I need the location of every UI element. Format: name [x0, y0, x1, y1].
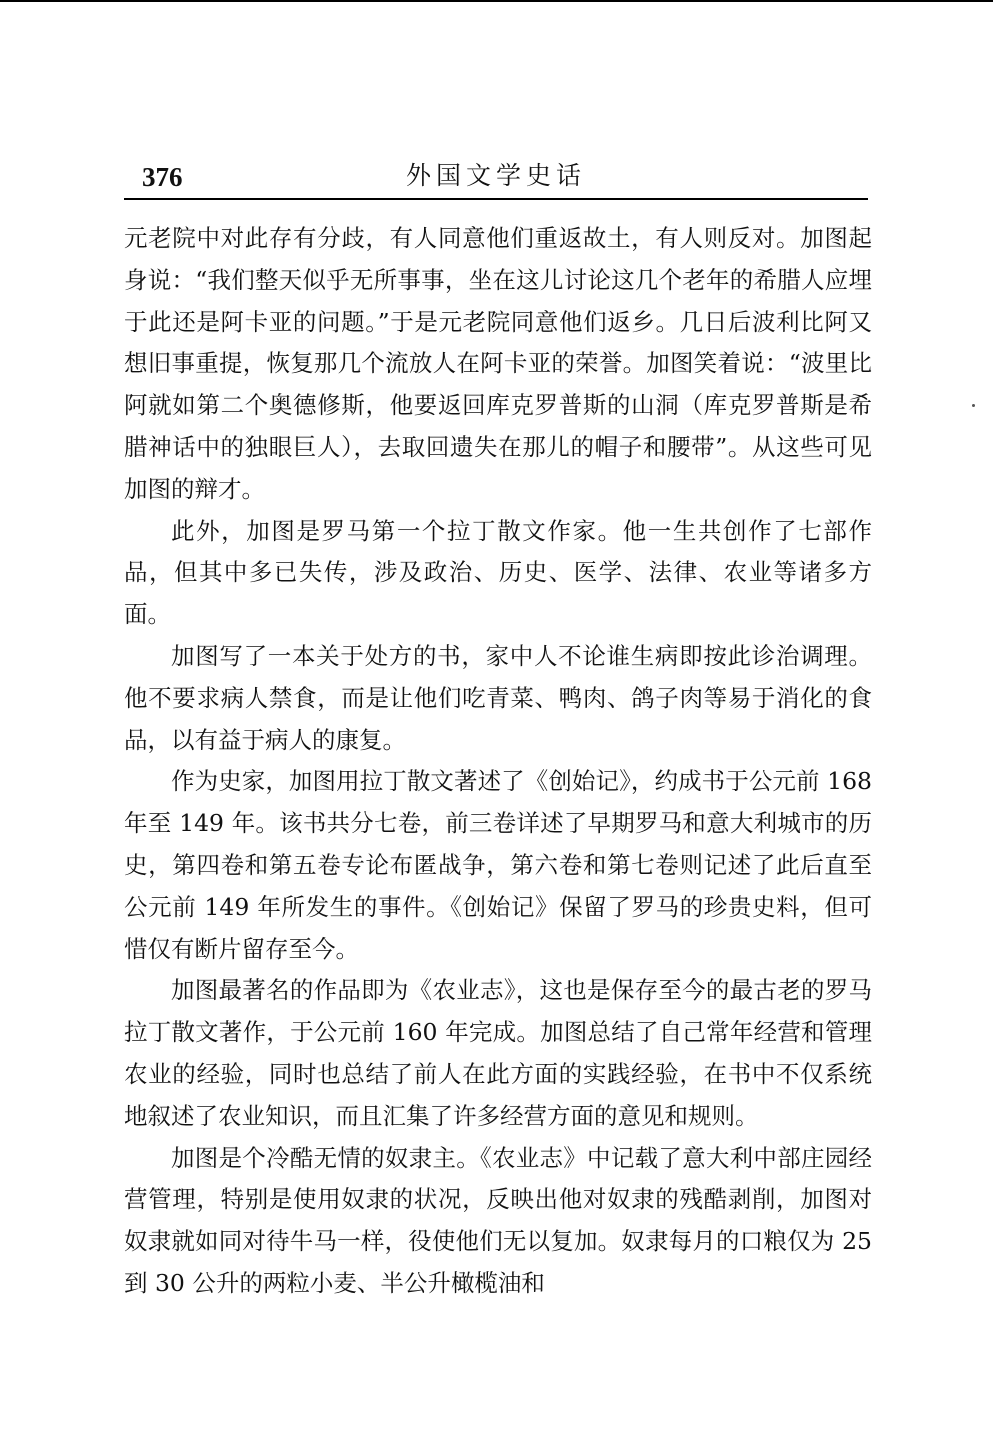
scan-border-line [0, 0, 993, 2]
page-number: 376 [142, 162, 183, 192]
page-header [124, 150, 868, 206]
paragraph: 作为史家，加图用拉丁散文著述了《创始记》，约成书于公元前 168 年至 149 年。该书共分七卷，前三卷详述了早期罗马和意大利城市的历史，第四卷和第五卷专论布匿战争，第六卷和第七卷则记述了此后直至公元前 149 年所发生的事件。《创始记》保留了罗马的珍贵史料，但可惜仅有断片留存至今。 [124, 767, 872, 963]
scan-speck [972, 404, 975, 407]
body-text [124, 218, 872, 1305]
paragraph: 加图最著名的作品即为《农业志》，这也是保存至今的最古老的罗马拉丁散文著作，于公元前 160 年完成。加图总结了自己常年经营和管理农业的经验，同时也总结了前人在此方面的实践经验，在书中不仅系统地叙述了农业知识，而且汇集了许多经营方面的意见和规则。 [124, 976, 872, 1130]
paragraph-continued: 元老院中对此存有分歧，有人同意他们重返故土，有人则反对。加图起身说：“我们整天似乎无所事事，坐在这儿讨论这几个老年的希腊人应埋于此还是阿卡亚的问题。”于是元老院同意他们返乡。几日后波利比阿又想旧事重提，恢复那几个流放人在阿卡亚的荣誉。加图笑着说：“波里比阿就如第二个奥德修斯，他要返回库克罗普斯的山洞（库克罗普斯是希腊神话中的独眼巨人），去取回遗失在那儿的帽子和腰带”。从这些可见加图的辩才。 [124, 224, 872, 503]
paragraph: 加图写了一本关于处方的书，家中人不论谁生病即按此诊治调理。他不要求病人禁食，而是让他们吃青菜、鸭肉、鸽子肉等易于消化的食品，以有益于病人的康复。 [124, 641, 872, 754]
paragraph: 此外，加图是罗马第一个拉丁散文作家。他一生共创作了七部作品，但其中多已失传，涉及政治、历史、医学、法律、农业等诸多方面。 [124, 516, 872, 629]
paragraph: 加图是个冷酷无情的奴隶主。《农业志》中记载了意大利中部庄园经营管理，特别是使用奴隶的状况，反映出他对奴隶的残酷剥削，加图对奴隶就如同对待牛马一样，役使他们无以复加。奴隶每月的口粮仅为 25 到 30 公升的两粒小麦、半公升橄榄油和 [124, 1143, 872, 1297]
header-rule [124, 198, 868, 200]
running-title: 外国文学史话 [405, 161, 586, 190]
